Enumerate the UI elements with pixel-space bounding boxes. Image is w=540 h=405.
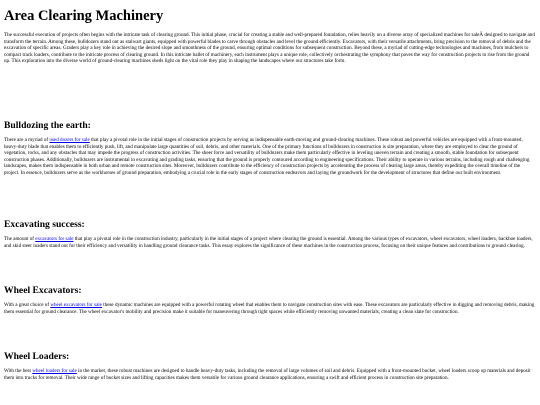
section-heading-wheel-loaders: Wheel Loaders:: [4, 351, 70, 362]
section-paragraph-wheel-excavators: [4, 302, 536, 315]
section-paragraph-wheel-loaders: [4, 368, 536, 381]
intro-paragraph: The successful execution of projects often begins with the intricate task of clearing ground. This initial phase, crucial for creating a stable and well-prepared foundation, relies heavily on a diverse array of specialized machines for saleÂ designed to navigate and transform the terrain. Among these, bulldozers stand out as stalwart giants, equipped with powerful blades to carve through obstacles and level the ground efficiently. Excavators, with their versatile attachments, bring precision to the removal of debris and the excavation of specific areas. Graders play a key role in achieving the desired slope and smoothness of the ground, ensuring optimal conditions for subsequent construction. Beyond these, a myriad of cutting-edge technologies and machines, from mulchers to compact track loaders, contribute to the intricate process of clearing ground. In this intricate ballet of machinery, each instrument plays a unique role, collectively orchestrating the symphony that paves the way for construction projects to rise from the ground up. This exploration into the diverse world of ground-clearing machines sheds light on the vital role they play in shaping the landscapes where our structures take form.: [4, 32, 535, 65]
paragraph-text: With a great choice of: [4, 302, 51, 308]
article: [4, 8, 536, 381]
page-title: Area Clearing Machinery: [4, 8, 164, 24]
paragraph-text: in the market, these robust machines are designed to handle heavy-duty tasks, including the removal of large volumes of soil and debris. Equipped with a front-mounted bucket, wheel loaders scoop up materials and deposit them into trucks for removal. Their wide range of bucket sizes and lifting capacities makes them versatile for various ground clearance applications, ensuring a swift and efficient process in construction site preparation.: [4, 368, 531, 381]
wheel-loaders-link[interactable]: wheel loaders for sale: [32, 368, 77, 374]
paragraph-text: The amount of: [4, 236, 36, 242]
paragraph-text: these dynamic machines are equipped with a powerful rotating wheel that enables them to navigate construction sites with ease. These excavators are particularly effective in digging and removing debris, making them essential for ground clearance. The wheel excavator's mobility and precision make it suitable for maneuvering through tight spaces while efficiently removing unwanted materials, creating a clean slate for construction.: [4, 302, 535, 315]
section-paragraph-bulldozing: [4, 137, 536, 177]
section-heading-wheel-excavators: Wheel Excavators:: [4, 285, 82, 296]
paragraph-text: that play a pivotal role in the initial stages of construction projects by serving as indispensable earth-moving and ground-clearing machines. These robust and powerful vehicles are equipped with a front-mounted, heavy-duty blade that enables them to efficiently push, lift, and manipulate large quantities of soil, debris, and other materials. One of the primary functions of bulldozers in construction is site preparation, where they are employed to clear the ground of vegetation, rocks, and any obstacles that may impede the progress of construction activities. The sheer force and versatility of bulldozers make them particularly effective in leveling uneven terrain and creating a smooth, stable foundation for subsequent construction phases. Additionally, bulldozers are instrumental in excavating and grading tasks, ensuring that the ground is properly contoured according to engineering specifications. Their ability to operate in various terrains, including rough and challenging landscapes, makes them indispensable in both urban and remote construction sites. Moreover, bulldozers contribute to the efficiency of construction projects by accelerating the process of clearing large areas, thereby expediting the overall timeline of the project. In essence, bulldozers serve as the workhorses of ground preparation, embodying a crucial role in the early stages of construction endeavors and laying the groundwork for the development of structures that define our built environment.: [4, 137, 530, 176]
paragraph-text: There are a myriad of: [4, 137, 50, 143]
excavators-link[interactable]: excavators for sale: [35, 236, 74, 242]
used-dozers-link[interactable]: used dozers for sale: [49, 137, 90, 143]
paragraph-text: that play a pivotal role in the construction industry, particularly in the initial stages of a project where clearing the ground is essential. Among the various types of excavators, wheel excavators, wheel loaders, backhoe loaders, and skid steer loaders stand out for their efficiency and versatility in handling ground clearance tasks. This essay explores the significance of these machines in the construction process, focusing on their unique features and contributions to ground clearing.: [4, 236, 533, 249]
paragraph-text: With the best: [4, 368, 33, 374]
section-paragraph-excavating: [4, 236, 536, 249]
section-heading-excavating: Excavating success:: [4, 219, 85, 230]
wheel-excavators-link[interactable]: wheel excavators for sale: [50, 302, 102, 308]
section-heading-bulldozing: Bulldozing the earth:: [4, 120, 91, 131]
